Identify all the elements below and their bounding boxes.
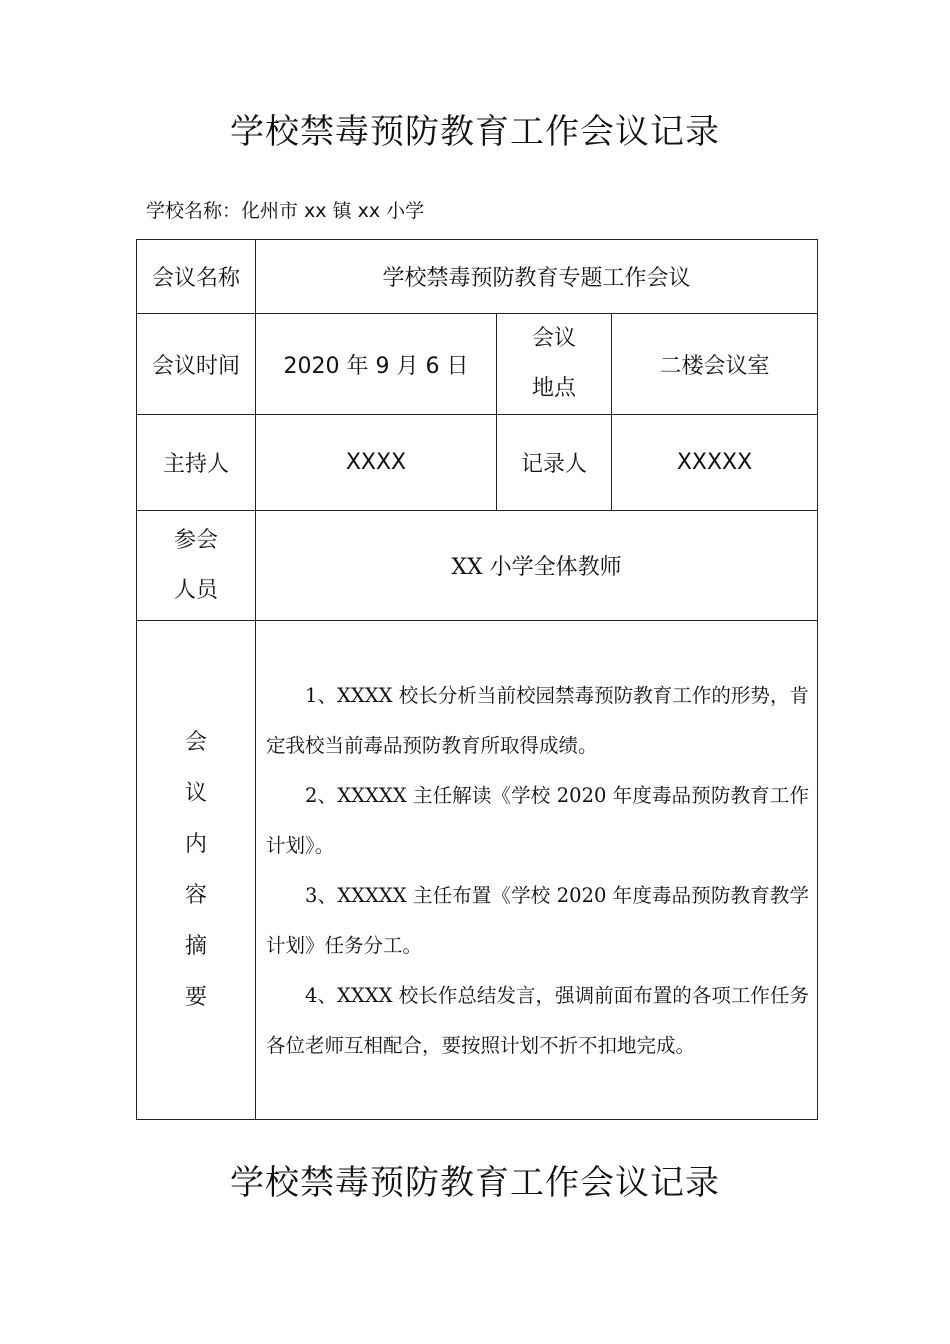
summary-item: 1、XXXX 校长分析当前校园禁毒预防教育工作的形势，肯定我校当前毒品预防教育所取得成绩。 — [266, 684, 810, 757]
meeting-time-label: 会议时间 — [137, 314, 256, 415]
summary-label — [137, 621, 256, 1120]
summary-label-char: 容 — [184, 883, 207, 908]
location-label — [497, 314, 612, 415]
summary-row — [137, 621, 818, 1120]
summary-label-char: 内 — [184, 832, 207, 857]
participants-label-line1: 参会 — [173, 527, 218, 553]
location-label-line1: 会议 — [531, 326, 576, 351]
summary-body — [256, 621, 818, 1120]
summary-item: 4、XXXX 校长作总结发言，强调前面布置的各项工作任务各位老师互相配合，要按照计划不折不扣地完成。 — [266, 984, 810, 1057]
meeting-time-row — [137, 314, 818, 415]
location-label-line2: 地点 — [531, 376, 576, 401]
school-name-value: 化州市 xx 镇 xx 小学 — [241, 200, 425, 222]
school-name-line — [146, 196, 424, 223]
summary-label-char: 会 — [184, 730, 207, 755]
meeting-record-table — [136, 239, 818, 1120]
summary-item: 2、XXXXX 主任解读《学校 2020 年度毒品预防教育工作计划》。 — [266, 784, 810, 857]
meeting-name-label: 会议名称 — [137, 240, 256, 314]
document-title: 学校禁毒预防教育工作会议记录 — [230, 112, 720, 152]
host-row — [137, 415, 818, 511]
summary-label-char: 要 — [184, 985, 207, 1010]
summary-label-char: 议 — [184, 781, 207, 806]
recorder-value: XXXXX — [612, 415, 818, 511]
summary-label-char: 摘 — [184, 934, 207, 959]
footer-title: 学校禁毒预防教育工作会议记录 — [230, 1163, 720, 1203]
location-value: 二楼会议室 — [612, 314, 818, 415]
participants-row — [137, 511, 818, 621]
meeting-name-row — [137, 240, 818, 314]
host-value: XXXX — [256, 415, 497, 511]
host-label: 主持人 — [137, 415, 256, 511]
summary-item: 3、XXXXX 主任布置《学校 2020 年度毒品预防教育教学计划》任务分工。 — [266, 884, 810, 957]
participants-value: XX 小学全体教师 — [256, 511, 818, 621]
school-name-label: 学校名称： — [146, 200, 242, 222]
participants-label — [137, 511, 256, 621]
meeting-time-value: 2020 年 9 月 6 日 — [256, 314, 497, 415]
recorder-label: 记录人 — [497, 415, 612, 511]
meeting-name-value: 学校禁毒预防教育专题工作会议 — [256, 240, 818, 314]
participants-label-line2: 人员 — [173, 577, 218, 603]
